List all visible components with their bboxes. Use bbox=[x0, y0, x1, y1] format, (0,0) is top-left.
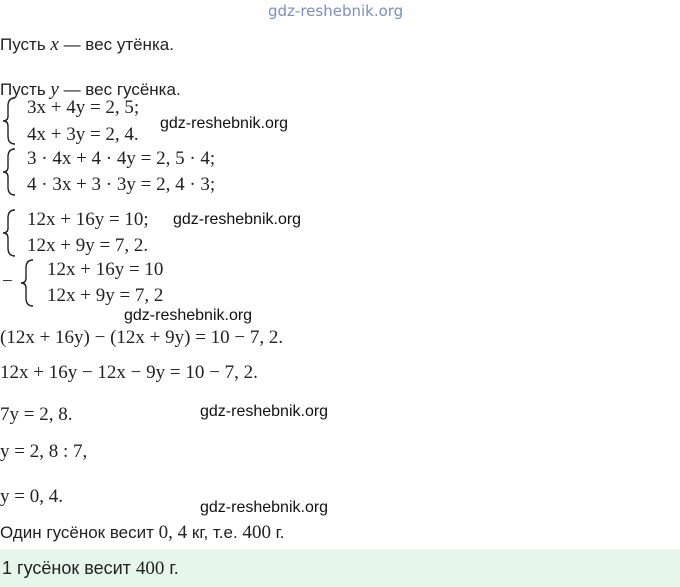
step-1: (12x + 16y) − (12x + 9y) = 10 − 7, 2. bbox=[0, 327, 284, 348]
system3-eq1: 12x + 16y = 10; bbox=[27, 209, 149, 230]
let-y-variable: y bbox=[50, 79, 59, 100]
conclusion-value-kg: 0, 4 bbox=[158, 522, 188, 543]
site-watermark: gdz-reshebnik.org bbox=[268, 2, 404, 20]
step-5: y = 0, 4. bbox=[0, 486, 63, 507]
conclusion-line bbox=[0, 522, 285, 544]
answer-value: 400 bbox=[135, 558, 165, 579]
overlay-watermark: gdz-reshebnik.org bbox=[173, 211, 302, 228]
let-y-prefix: Пусть bbox=[0, 80, 46, 99]
conclusion-prefix: Один гусёнок весит bbox=[0, 523, 154, 542]
system3-brace bbox=[2, 208, 18, 258]
let-x-line bbox=[0, 34, 174, 56]
system2-eq2: 4 · 3x + 3 · 3y = 2, 4 · 3; bbox=[27, 174, 216, 195]
system3-eq2: 12x + 9y = 7, 2. bbox=[27, 235, 149, 256]
system1-brace bbox=[2, 96, 18, 146]
system2-brace bbox=[2, 147, 18, 197]
let-y-suffix: — вес гусёнка. bbox=[63, 80, 181, 99]
let-x-suffix: — вес утёнка. bbox=[63, 35, 174, 54]
system2-eq1: 3 · 4x + 4 · 4y = 2, 5 · 4; bbox=[27, 148, 216, 169]
answer-line bbox=[2, 558, 179, 580]
step-2: 12x + 16y − 12x − 9y = 10 − 7, 2. bbox=[0, 362, 258, 383]
step-3: 7y = 2, 8. bbox=[0, 404, 73, 425]
system1-eq1: 3x + 4y = 2, 5; bbox=[27, 97, 140, 118]
overlay-watermark: gdz-reshebnik.org bbox=[124, 307, 253, 324]
system4-eq1: 12x + 16y = 10 bbox=[47, 259, 164, 280]
conclusion-suffix: г. bbox=[275, 523, 285, 542]
let-x-variable: x bbox=[50, 34, 59, 55]
let-x-prefix: Пусть bbox=[0, 35, 46, 54]
overlay-watermark: gdz-reshebnik.org bbox=[200, 403, 329, 420]
system4-eq2: 12x + 9y = 7, 2 bbox=[47, 285, 164, 306]
conclusion-value-g: 400 bbox=[242, 522, 271, 543]
system4-minus-sign: − bbox=[2, 271, 13, 292]
overlay-watermark: gdz-reshebnik.org bbox=[200, 499, 329, 516]
overlay-watermark: gdz-reshebnik.org bbox=[160, 115, 289, 132]
system4-brace bbox=[20, 258, 36, 308]
step-4: y = 2, 8 : 7, bbox=[0, 441, 88, 462]
answer-prefix: 1 гусёнок весит bbox=[2, 558, 131, 578]
answer-suffix: г. bbox=[169, 558, 179, 578]
system1-eq2: 4x + 3y = 2, 4. bbox=[27, 124, 139, 145]
conclusion-mid: кг, т.е. bbox=[191, 523, 238, 542]
